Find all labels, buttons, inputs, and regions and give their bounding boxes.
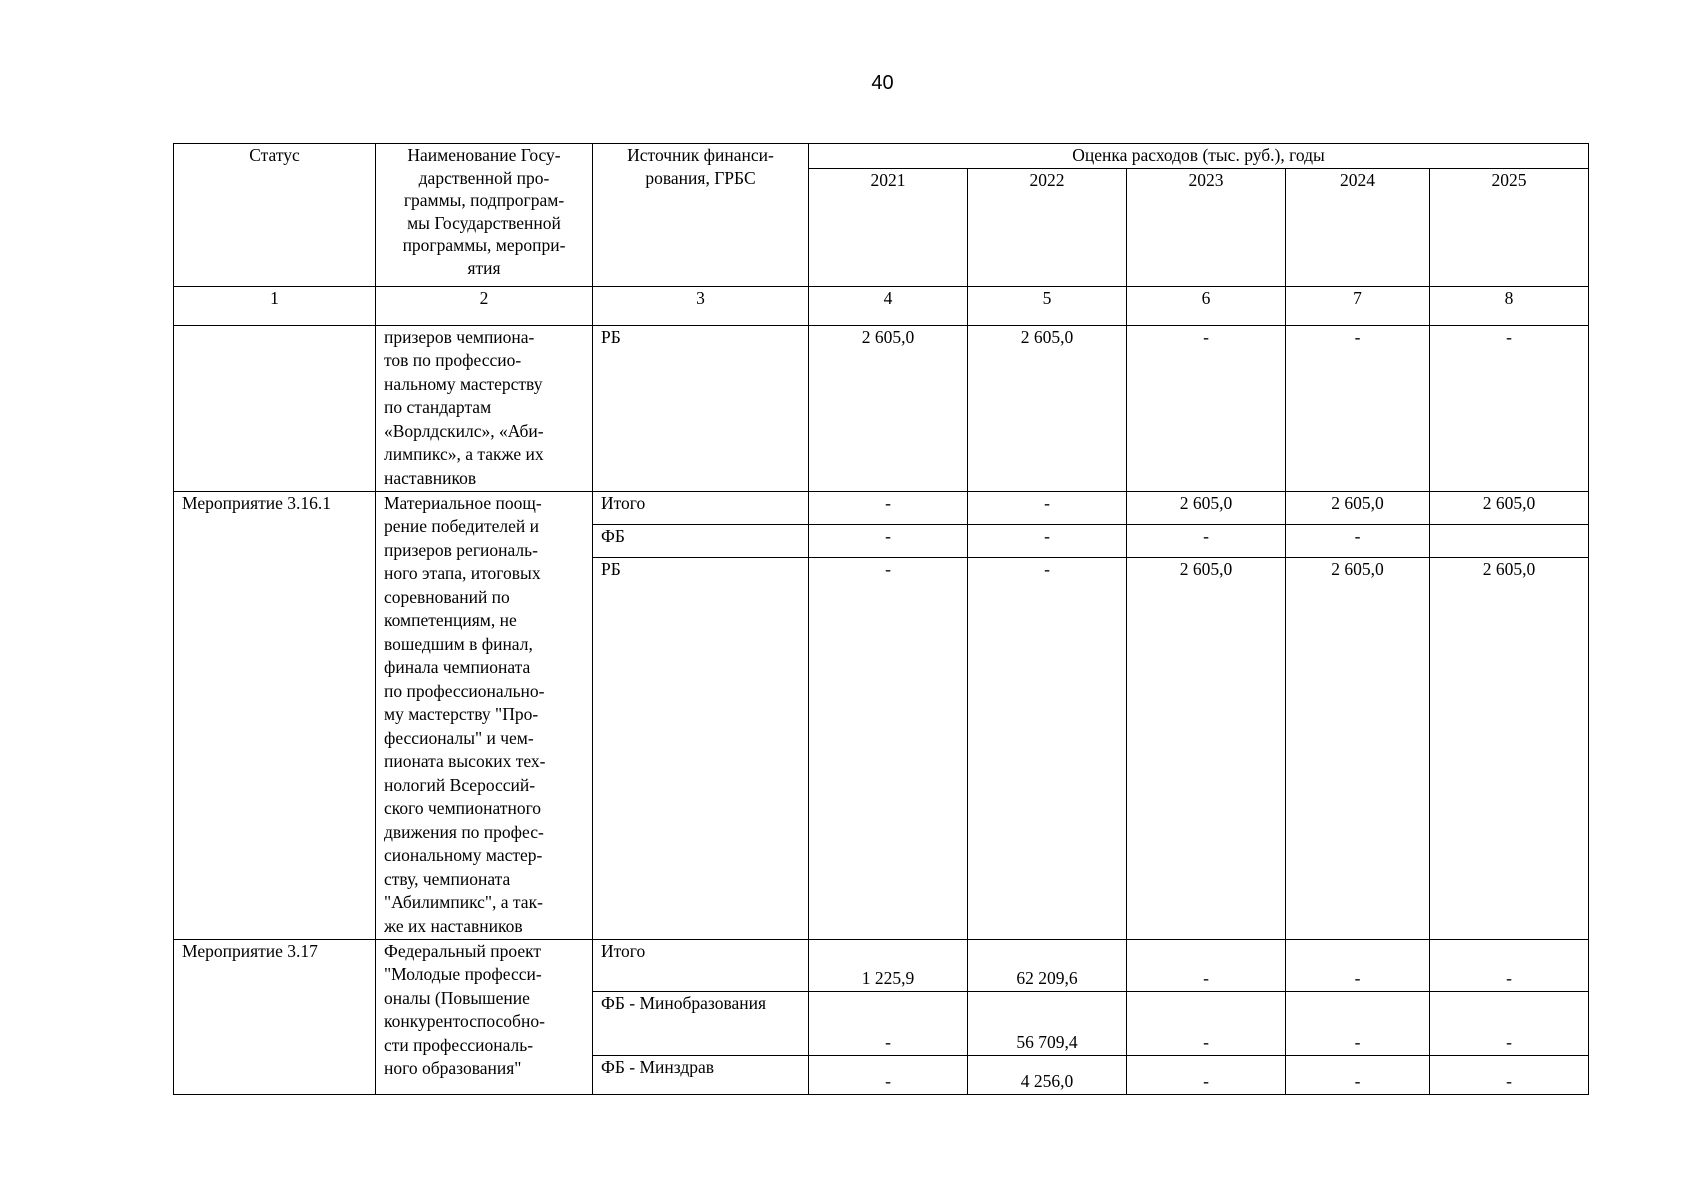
amount-cell: -: [1430, 939, 1589, 991]
amount-cell: -: [1286, 524, 1430, 557]
amount-cell: -: [1127, 939, 1286, 991]
funding-source: ФБ - Минздрав: [593, 1055, 809, 1094]
amount-cell: -: [1286, 939, 1430, 991]
header-source: Источник финанси- рования, ГРБС: [593, 144, 809, 287]
amount-cell: 56 709,4: [968, 991, 1127, 1055]
amount-cell: 2 605,0: [1127, 491, 1286, 524]
status-cell-empty: [174, 325, 376, 491]
amount-cell: 2 605,0: [1286, 491, 1430, 524]
funding-source: РБ: [593, 325, 809, 491]
amount-cell: -: [968, 491, 1127, 524]
amount-cell: [1430, 524, 1589, 557]
column-number: 4: [809, 286, 968, 325]
column-number: 8: [1430, 286, 1589, 325]
amount-cell: 62 209,6: [968, 939, 1127, 991]
activity-status: Мероприятие 3.16.1: [174, 491, 376, 939]
activity-name: призеров чемпиона- тов по профессио- нальному мастерству по стандартам «Ворлдскилс», «Аби- лимпикс», а также их наставников: [376, 325, 593, 491]
header-year: 2022: [968, 168, 1127, 286]
amount-cell: 2 605,0: [968, 325, 1127, 491]
activity-name: Материальное поощ- рение победителей и призеров региональ- ного этапа, итоговых соревнований по компетенциям, не вошедшим в финал, финала чемпионата по профессионально- му мастерству "Про- фессионалы" и чем- пионата высоких тех- нологий Всероссий- ского чемпионатного движения по профес- сиональному мастер- ству, чемпионата "Абилимпикс", а так- же их наставников: [376, 491, 593, 939]
header-name: Наименование Госу- дарственной про- граммы, подпрограм- мы Государственной программы, меропри- ятия: [376, 144, 593, 287]
activity-status: Мероприятие 3.17: [174, 939, 376, 1094]
amount-cell: -: [1127, 325, 1286, 491]
column-number: 2: [376, 286, 593, 325]
funding-source: Итого: [593, 939, 809, 991]
header-estimate: Оценка расходов (тыс. руб.), годы: [809, 144, 1589, 169]
funding-source: ФБ - Минобразования: [593, 991, 809, 1055]
column-number: 7: [1286, 286, 1430, 325]
amount-cell: -: [1430, 991, 1589, 1055]
funding-source: РБ: [593, 557, 809, 939]
amount-cell: -: [809, 557, 968, 939]
amount-cell: -: [1430, 1055, 1589, 1094]
header-year: 2025: [1430, 168, 1589, 286]
amount-cell: 1 225,9: [809, 939, 968, 991]
funding-source: ФБ: [593, 524, 809, 557]
amount-cell: 2 605,0: [1127, 557, 1286, 939]
amount-cell: -: [1286, 325, 1430, 491]
header-year: 2021: [809, 168, 968, 286]
header-year: 2023: [1127, 168, 1286, 286]
amount-cell: -: [809, 991, 968, 1055]
amount-cell: 2 605,0: [1430, 491, 1589, 524]
amount-cell: 2 605,0: [809, 325, 968, 491]
amount-cell: 2 605,0: [1286, 557, 1430, 939]
activity-name: Федеральный проект "Молодые професси- оналы (Повышение конкурентоспособно- сти профессиональ- ного образования": [376, 939, 593, 1094]
column-number: 1: [174, 286, 376, 325]
amount-cell: -: [1430, 325, 1589, 491]
amount-cell: -: [1286, 1055, 1430, 1094]
amount-cell: -: [809, 524, 968, 557]
page-number: 40: [871, 72, 894, 94]
amount-cell: -: [1127, 991, 1286, 1055]
amount-cell: -: [1127, 524, 1286, 557]
amount-cell: -: [968, 557, 1127, 939]
amount-cell: -: [968, 524, 1127, 557]
amount-cell: 2 605,0: [1430, 557, 1589, 939]
column-number: 6: [1127, 286, 1286, 325]
column-number: 3: [593, 286, 809, 325]
amount-cell: -: [809, 491, 968, 524]
amount-cell: -: [809, 1055, 968, 1094]
amount-cell: -: [1286, 991, 1430, 1055]
header-status: Статус: [174, 144, 376, 287]
amount-cell: -: [1127, 1055, 1286, 1094]
header-year: 2024: [1286, 168, 1430, 286]
expense-table: [173, 143, 1589, 1095]
column-number: 5: [968, 286, 1127, 325]
amount-cell: 4 256,0: [968, 1055, 1127, 1094]
funding-source: Итого: [593, 491, 809, 524]
